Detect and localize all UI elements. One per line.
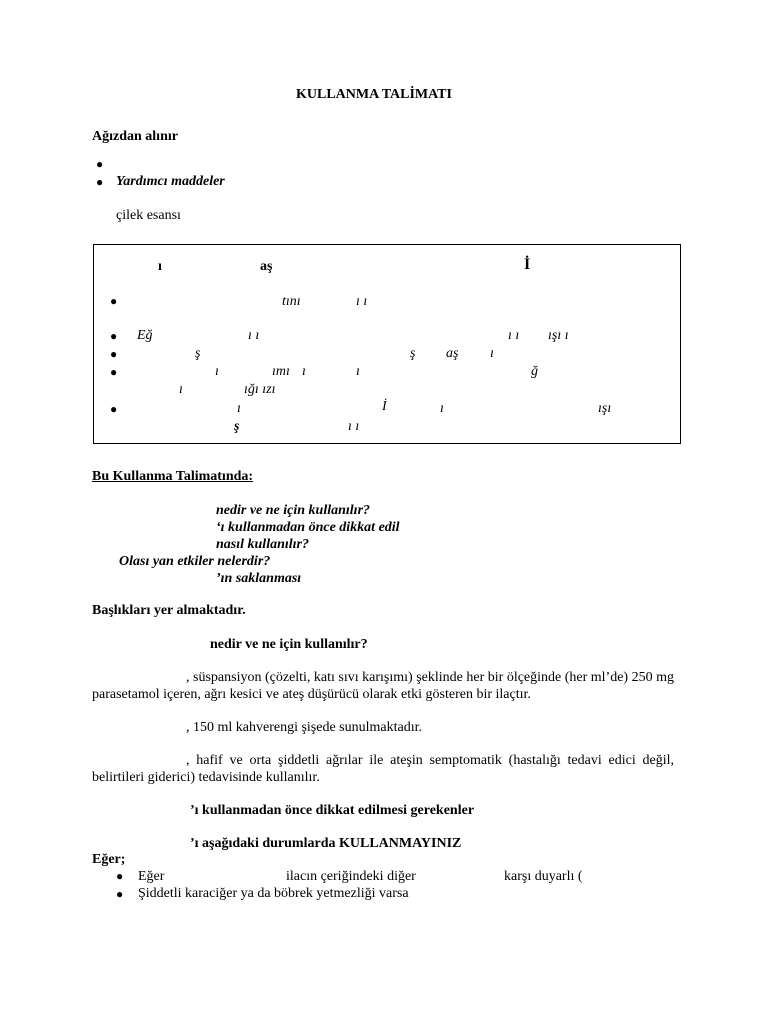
- route-label: Ağızdan alınır: [92, 129, 178, 144]
- bullet: ●: [110, 347, 118, 361]
- warning-line5b-a: ş: [234, 419, 240, 434]
- warning-line1-a: tını: [282, 294, 301, 309]
- warning-line3-d: ı: [490, 346, 494, 361]
- bullet: ●: [110, 402, 118, 416]
- warning-line3-c: aş: [446, 346, 459, 361]
- bullet: ●: [110, 329, 118, 343]
- warning-line5-d: ışı: [598, 401, 612, 416]
- warning-line1-b: ı ı: [356, 294, 368, 309]
- excipients-label: Yardımcı maddeler: [116, 174, 225, 189]
- toc-item: Olası yan etkiler nelerdir?: [119, 554, 271, 569]
- page-title: KULLANMA TALİMATI: [296, 87, 452, 102]
- warning-line5-b: İ: [382, 399, 387, 414]
- warning-box: [93, 244, 681, 444]
- section1-heading: nedir ve ne için kullanılır?: [210, 637, 368, 652]
- bullet: ●: [116, 887, 124, 901]
- toc-item: ’ın saklanması: [216, 571, 302, 586]
- bullet: ●: [116, 869, 124, 883]
- warning-line5-a: ı: [237, 401, 241, 416]
- bullet: ●: [96, 175, 104, 189]
- section2-heading: ’ı kullanmadan önce dikkat edilmesi gerekenler: [190, 803, 475, 818]
- paragraph-2: , 150 ml kahverengi şişede sunulmaktadır.: [186, 720, 423, 735]
- paragraph-1: , süspansiyon (çözelti, katı sıvı karışımı) şeklinde her bir ölçeğinde (her ml’de) 250 mg parasetamol içeren, ağrı kesici ve ateş düşürücü olarak etki gösteren bir ilaçtır.: [92, 670, 674, 702]
- warning-header-a: ı: [158, 259, 162, 274]
- toc-footer: Başlıkları yer almaktadır.: [92, 603, 246, 618]
- contra-2: Şiddetli karaciğer ya da böbrek yetmezliği varsa: [138, 886, 409, 901]
- warning-line4-a: ı: [215, 364, 219, 379]
- warning-line4-e: ğ: [531, 364, 538, 379]
- warning-line3-a: ş: [195, 346, 201, 361]
- if-label: Eğer;: [92, 852, 126, 867]
- warning-line2-a: Eğ: [137, 328, 153, 343]
- warning-header-b: aş: [260, 259, 273, 274]
- warning-line4-c: ı: [302, 364, 306, 379]
- section2-subheading: ’ı aşağıdaki durumlarda KULLANMAYINIZ: [190, 836, 462, 851]
- toc-heading: Bu Kullanma Talimatında:: [92, 469, 254, 484]
- excipient-item: çilek esansı: [116, 208, 181, 223]
- warning-line4b-a: ı: [179, 382, 183, 397]
- warning-line4-d: ı: [356, 364, 360, 379]
- contra-1-c: karşı duyarlı (: [504, 869, 583, 884]
- warning-line4-b: ımı: [272, 364, 290, 379]
- toc-item: nedir ve ne için kullanılır?: [216, 503, 371, 518]
- toc-item: nasıl kullanılır?: [216, 537, 309, 552]
- paragraph-3: , hafif ve orta şiddetli ağrılar ile ateşin semptomatik (hastalığı tedavi edici değil, belirtileri giderici) tedavisinde kullanılır.: [92, 753, 674, 785]
- warning-line5b-b: ı ı: [348, 419, 360, 434]
- toc-item: ‘ı kullanmadan önce dikkat edil: [216, 520, 400, 535]
- bullet: ●: [110, 294, 118, 308]
- warning-line3-b: ş: [410, 346, 416, 361]
- warning-line5-c: ı: [440, 401, 444, 416]
- warning-header-c: İ: [524, 256, 531, 273]
- warning-line2-b: ı ı: [248, 328, 260, 343]
- bullet: ●: [110, 365, 118, 379]
- contra-1-b: ilacın çeriğindeki diğer: [286, 869, 416, 884]
- bullet: ●: [96, 157, 104, 171]
- contra-1-a: Eğer: [138, 869, 165, 884]
- warning-line2-d: ışı ı: [548, 328, 569, 343]
- warning-line4b-b: ığı ızı: [244, 382, 276, 397]
- warning-line2-c: ı ı: [508, 328, 520, 343]
